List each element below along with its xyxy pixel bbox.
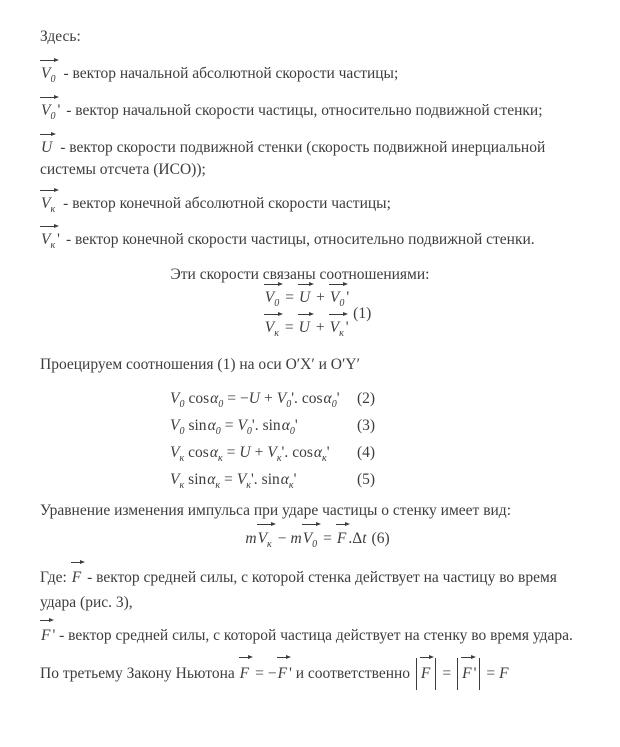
- math-token-text: V: [170, 471, 180, 488]
- inline-math-v0-prime: [40, 102, 61, 123]
- definition-v0: [40, 63, 595, 85]
- impulse-heading: Уравнение изменения импульса при ударе частицы о стенку имеет вид:: [40, 502, 512, 519]
- equation-label-1: (1): [353, 304, 372, 322]
- math-token-text: α: [323, 390, 332, 407]
- math-token: [236, 471, 251, 492]
- vector-symbol: [258, 527, 272, 551]
- definition-text: - вектор начальной абсолютной скорости частицы;: [63, 65, 399, 82]
- math-token: [278, 530, 287, 547]
- math-token-text: =: [224, 471, 233, 488]
- math-token-text: cos: [188, 390, 210, 407]
- vector-symbol: [299, 287, 310, 309]
- math-subscript: 0: [289, 426, 295, 438]
- math-token: [188, 444, 209, 461]
- equation-2: [170, 390, 340, 411]
- math-token-text: −: [267, 665, 277, 682]
- math-token-text: ': [281, 444, 285, 461]
- math-token: [224, 471, 233, 488]
- math-token: [313, 444, 327, 465]
- math-token-text: ': [336, 390, 340, 407]
- system-equations-column: [264, 287, 349, 339]
- math-subscript: 0: [274, 298, 280, 310]
- math-token-text: ': [326, 444, 330, 461]
- vector-symbol: [41, 193, 55, 215]
- math-token: [170, 444, 185, 465]
- math-token: [237, 417, 252, 438]
- math-token: [209, 444, 223, 465]
- math-token: [337, 390, 340, 407]
- math-subscript: к: [217, 453, 223, 465]
- absolute-value: [457, 658, 480, 690]
- math-token-text: F: [71, 569, 82, 586]
- math-token-text: V: [267, 444, 277, 461]
- equation-row-5: [40, 468, 595, 495]
- math-token: [316, 319, 325, 336]
- math-token: [240, 390, 249, 407]
- equation-row-3: [40, 414, 595, 441]
- math-subscript: 0: [286, 399, 292, 411]
- math-token-text: m: [245, 530, 257, 547]
- vector-symbol: [41, 229, 55, 251]
- math-token-text: =: [224, 417, 234, 434]
- math-token: [210, 390, 224, 411]
- math-token: [188, 390, 209, 407]
- math-token-text: t: [362, 530, 367, 547]
- math-token-text: V: [41, 102, 51, 119]
- inline-math: [414, 665, 509, 682]
- math-token-text: sin: [261, 471, 280, 488]
- math-token: [225, 417, 234, 434]
- math-token: [499, 665, 508, 682]
- math-token-text: =: [285, 289, 294, 306]
- text-run: По третьему Закону Ньютона: [40, 665, 239, 682]
- definition-vk-prime: [40, 229, 595, 251]
- equation-label-2: (2): [357, 390, 376, 407]
- math-subscript: к: [276, 453, 282, 465]
- math-token-text: ': [52, 627, 56, 644]
- math-token: [263, 417, 281, 434]
- math-token: [285, 319, 294, 336]
- math-token-text: sin: [188, 471, 207, 488]
- definition-text: - вектор конечной абсолютной скорости частицы;: [63, 195, 391, 212]
- math-token-text: V: [170, 444, 180, 461]
- math-token-text: .: [253, 471, 258, 488]
- equation-row-4: [40, 441, 595, 468]
- math-token-text: ': [345, 319, 349, 336]
- math-token: [268, 665, 277, 682]
- math-token-text: .: [348, 530, 353, 547]
- math-token: [170, 390, 185, 411]
- math-token-text: V: [41, 231, 51, 248]
- math-token-text: cos: [301, 390, 323, 407]
- math-token-text: sin: [262, 417, 281, 434]
- math-token: [57, 231, 60, 248]
- definition-text: - вектор конечной скорости частицы, относительно подвижной стенки.: [65, 231, 535, 248]
- definition-text: - вектор начальной скорости частицы, относительно подвижной стенки;: [66, 102, 543, 119]
- math-token: [346, 289, 349, 306]
- math-token-text: =: [226, 444, 236, 461]
- math-subscript: 0: [50, 74, 56, 86]
- math-token-text: V: [302, 530, 313, 547]
- math-token-text: V: [329, 319, 340, 336]
- math-token-text: V: [41, 195, 51, 212]
- math-token-text: =: [486, 665, 496, 682]
- math-subscript: к: [50, 204, 56, 216]
- text-run: - вектор средней силы, с которой стенка действует на частицу во время удара (рис. 3),: [40, 569, 557, 611]
- math-token: [207, 471, 221, 492]
- equation-6: [245, 527, 366, 551]
- math-token: [294, 390, 298, 407]
- math-token-text: +: [315, 319, 325, 336]
- text-run: и соответственно: [291, 665, 414, 682]
- math-token-text: α: [281, 417, 290, 434]
- math-subscript: 0: [215, 426, 221, 438]
- math-token: [239, 444, 250, 461]
- math-token-text: sin: [188, 417, 207, 434]
- math-token: [255, 665, 264, 682]
- math-token-text: ': [473, 665, 477, 682]
- vector-symbol: [41, 623, 50, 648]
- inline-math: [239, 665, 292, 682]
- math-token: [362, 530, 366, 547]
- math-subscript: 0: [339, 298, 345, 310]
- math-token-text: −: [240, 390, 249, 407]
- math-token-text: cos: [292, 444, 313, 461]
- vector-symbol: [278, 660, 287, 687]
- math-token-text: V: [276, 390, 287, 407]
- vector-symbol: [41, 100, 55, 122]
- math-subscript: к: [274, 328, 279, 340]
- math-token: [188, 471, 206, 488]
- impulse-equation: [40, 527, 595, 551]
- math-token: [207, 417, 221, 438]
- math-token-text: =: [227, 390, 237, 407]
- math-token-text: V: [264, 289, 275, 306]
- math-token-text: cos: [188, 444, 209, 461]
- math-token: [486, 665, 495, 682]
- math-token: [276, 390, 292, 411]
- math-token-text: ': [291, 390, 294, 407]
- math-token: [170, 417, 185, 438]
- vector-symbol: [337, 527, 346, 551]
- math-token: [255, 417, 259, 434]
- text-run: Где:: [40, 569, 71, 586]
- math-subscript: к: [288, 480, 294, 492]
- math-token: [290, 530, 301, 547]
- math-token-text: V: [329, 289, 340, 306]
- math-subscript: 0: [312, 539, 318, 551]
- math-token-text: F: [462, 665, 472, 682]
- math-subscript: 0: [50, 111, 56, 123]
- vector-symbol: [299, 317, 310, 339]
- math-token: [264, 390, 273, 407]
- math-token-text: ': [293, 471, 297, 488]
- inline-math-vk-prime: [40, 231, 60, 252]
- math-token: [267, 444, 282, 465]
- math-token: [292, 444, 313, 461]
- math-token-text: α: [313, 444, 322, 461]
- math-token-text: V: [41, 65, 51, 82]
- vector-symbol: [240, 660, 249, 687]
- math-token: [302, 390, 323, 407]
- intro-line: Здесь:: [40, 28, 81, 45]
- math-token: [323, 390, 337, 411]
- math-token: [294, 471, 297, 488]
- vector-symbol: [72, 565, 81, 590]
- math-token: [249, 390, 260, 407]
- math-token: [255, 444, 264, 461]
- inline-math-vk: [40, 195, 57, 216]
- math-subscript: 0: [179, 426, 185, 438]
- math-token-text: V: [264, 319, 275, 336]
- math-subscript: к: [339, 328, 344, 340]
- math-token-text: +: [254, 444, 264, 461]
- math-token-text: −: [277, 530, 287, 547]
- math-token-text: α: [209, 444, 218, 461]
- equation-label-5: (5): [357, 471, 376, 488]
- newton-law-line: [40, 658, 595, 690]
- math-token-text: F: [336, 530, 347, 547]
- math-token: [352, 530, 362, 547]
- math-token-text: F: [420, 665, 431, 682]
- math-token: [285, 289, 294, 306]
- math-token: [474, 665, 477, 682]
- inline-math: [40, 627, 55, 644]
- math-token: [170, 471, 185, 492]
- math-token-text: .: [254, 417, 259, 434]
- equation-system-1: [40, 287, 595, 339]
- math-token: [295, 417, 298, 434]
- equation-label-6: (6): [371, 530, 390, 547]
- equation-label-3: (3): [357, 417, 376, 434]
- math-token: [245, 530, 256, 547]
- math-token-text: +: [263, 390, 273, 407]
- math-token: [316, 289, 325, 306]
- inline-math-v0: [40, 65, 57, 86]
- vector-symbol: [41, 63, 55, 85]
- math-token-text: Δ: [352, 530, 363, 547]
- math-token: [442, 665, 451, 682]
- projection-line: Проецируем соотношения (1) на оси O′X′ и O′Y′: [40, 356, 360, 373]
- vector-symbol: [265, 287, 279, 309]
- math-token: [188, 417, 206, 434]
- math-subscript: 0: [179, 399, 185, 411]
- system-equation-line-2: [264, 317, 349, 339]
- math-subscript: к: [322, 453, 327, 465]
- vector-symbol: [330, 287, 344, 309]
- math-token: [57, 102, 60, 119]
- math-token-text: V: [257, 530, 268, 547]
- math-token-text: F: [499, 665, 509, 682]
- math-token: [254, 471, 258, 488]
- math-subscript: 0: [246, 426, 252, 438]
- absolute-value: [416, 658, 436, 690]
- equation-5: [170, 471, 297, 492]
- math-token-text: α: [207, 417, 216, 434]
- math-token-text: ': [346, 289, 350, 306]
- math-token-text: V: [237, 417, 247, 434]
- math-token-text: F: [277, 665, 288, 682]
- math-token-text: +: [316, 289, 325, 306]
- math-token-text: α: [280, 471, 289, 488]
- definition-v0-prime: [40, 100, 595, 122]
- math-subscript: 0: [331, 399, 337, 411]
- math-token-text: ': [294, 417, 298, 434]
- math-token-text: =: [323, 530, 332, 547]
- math-token: [280, 471, 294, 492]
- math-token-text: U: [41, 139, 53, 156]
- force-definition: [40, 565, 595, 615]
- math-token: [346, 319, 349, 336]
- math-token: [323, 530, 332, 547]
- math-subscript: к: [179, 480, 185, 492]
- inline-math: [71, 569, 83, 586]
- math-token-text: V: [236, 471, 247, 488]
- system-equation-line-1: [264, 287, 349, 309]
- vector-symbol: [41, 137, 52, 159]
- math-subscript: к: [267, 539, 272, 551]
- relations-heading: Эти скорости связаны соотношениями:: [170, 266, 430, 283]
- equation-4: [170, 444, 330, 465]
- text-run: - вектор средней силы, с которой частица действует на стенку во время удара.: [55, 627, 573, 644]
- math-token-text: U: [298, 319, 310, 336]
- vector-symbol: [462, 660, 471, 687]
- math-token-text: α: [207, 471, 216, 488]
- math-token-text: =: [442, 665, 452, 682]
- math-token-text: ': [57, 102, 61, 119]
- math-token: [227, 444, 236, 461]
- math-token-text: m: [290, 530, 302, 547]
- definition-vk: [40, 193, 595, 215]
- math-token-text: .: [294, 390, 298, 407]
- math-token: [262, 471, 280, 488]
- math-token-text: U: [298, 289, 311, 306]
- math-subscript: к: [50, 240, 56, 252]
- math-token: [281, 444, 289, 461]
- math-subscript: к: [246, 480, 251, 492]
- inline-math-u: [40, 139, 54, 156]
- math-token-text: F: [41, 627, 51, 644]
- vector-symbol: [330, 317, 344, 339]
- math-token-text: ': [57, 231, 60, 248]
- reaction-force-definition: [40, 623, 595, 648]
- projection-equations: [40, 387, 595, 495]
- math-token-text: ': [250, 471, 254, 488]
- math-token: [281, 417, 295, 438]
- math-token-text: =: [284, 319, 294, 336]
- vector-symbol: [421, 660, 430, 687]
- math-token: [227, 390, 236, 407]
- math-subscript: к: [179, 453, 185, 465]
- math-token-text: F: [239, 665, 250, 682]
- math-token-text: ': [289, 665, 292, 682]
- definition-u: [40, 137, 595, 181]
- vector-symbol: [265, 317, 279, 339]
- math-subscript: к: [215, 480, 221, 492]
- math-token-text: V: [170, 417, 180, 434]
- math-token-text: ': [251, 417, 255, 434]
- math-token-text: V: [170, 390, 180, 407]
- vector-symbol: [303, 527, 317, 551]
- equation-3: [170, 417, 298, 438]
- math-token-text: α: [210, 390, 219, 407]
- definition-text: - вектор скорости подвижной стенки (скорость подвижной инерциальной системы отсчета (ИСО));: [40, 139, 546, 178]
- equation-label-4: (4): [357, 444, 376, 461]
- math-token: [327, 444, 330, 461]
- math-subscript: 0: [218, 399, 224, 411]
- math-token-text: U: [239, 444, 251, 461]
- math-token-text: .: [284, 444, 289, 461]
- math-token-text: =: [255, 665, 264, 682]
- math-token-text: U: [248, 390, 260, 407]
- equation-row-2: [40, 387, 595, 414]
